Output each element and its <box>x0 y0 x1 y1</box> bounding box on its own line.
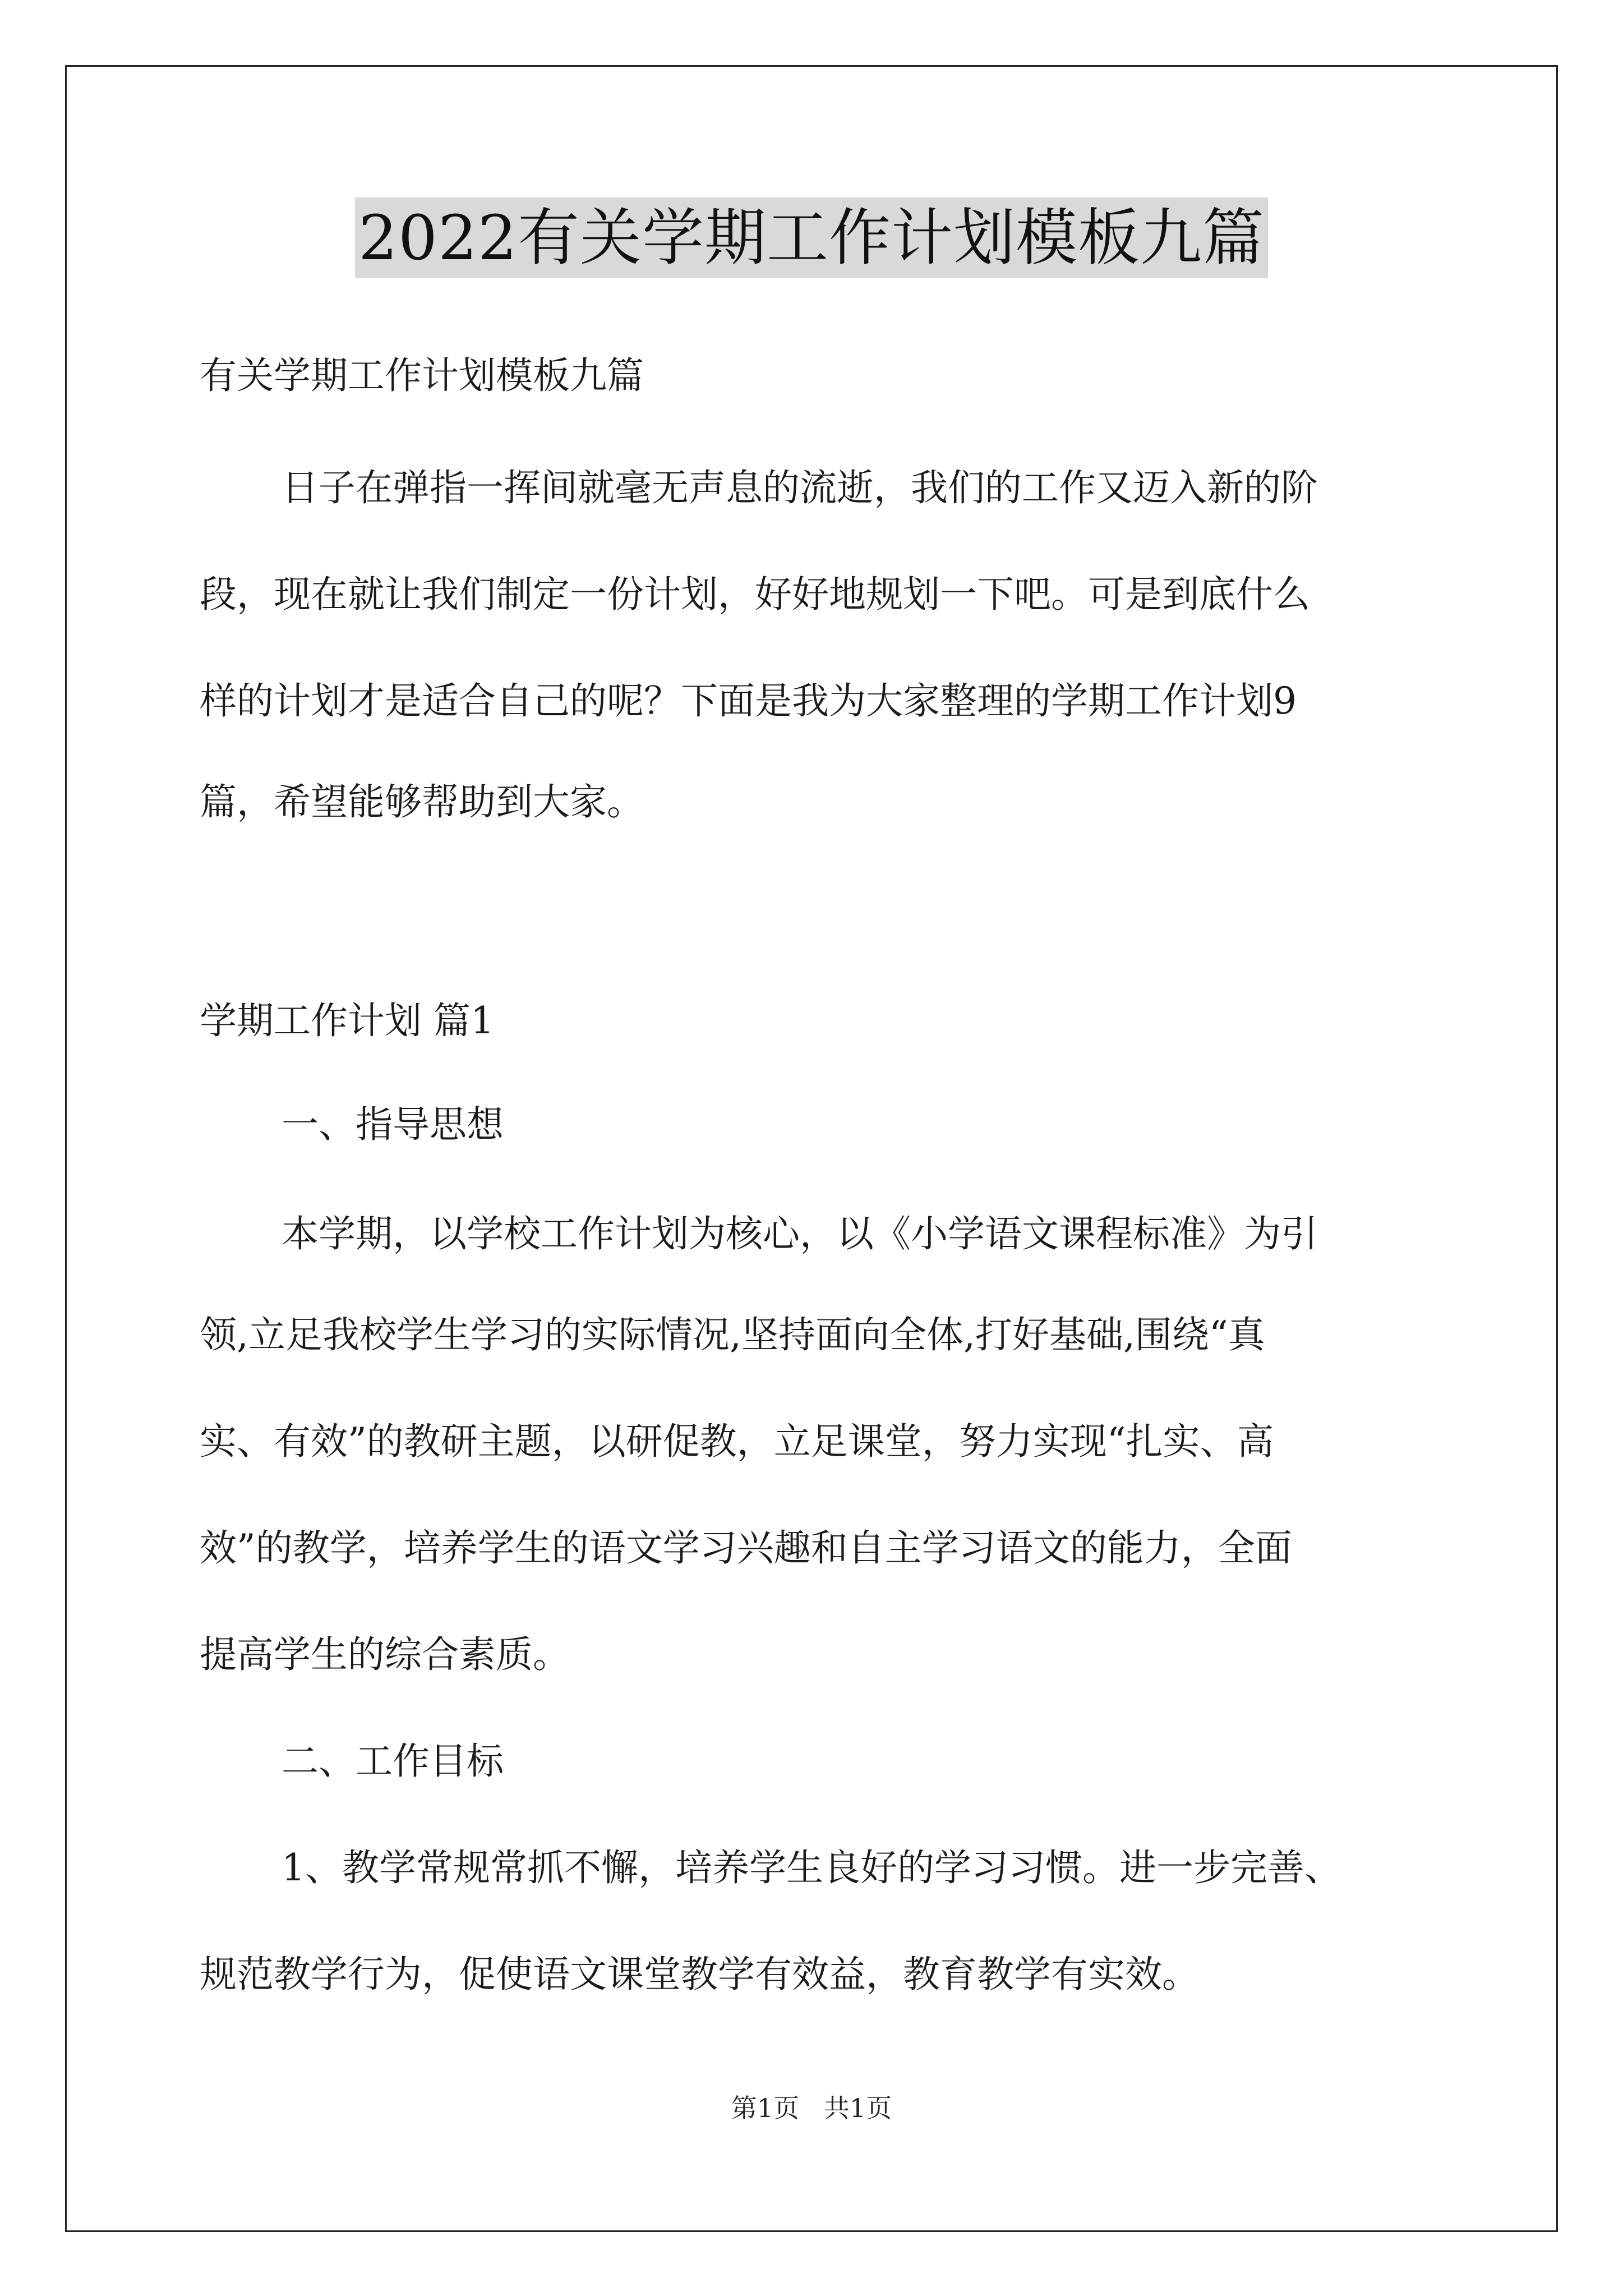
paragraph-line: 样的计划才是适合自己的呢？下面是我为大家整理的学期工作计划9 <box>200 679 1297 723</box>
section-heading: 学期工作计划 篇1 <box>200 999 494 1042</box>
paragraph-line: 本学期，以学校工作计划为核心，以《小学语文课程标准》为引 <box>282 1212 1318 1255</box>
paragraph-line: 提高学生的综合素质。 <box>200 1633 570 1676</box>
paragraph-line: 规范教学行为，促使语文课堂教学有效益，教育教学有实效。 <box>200 1953 1199 1996</box>
subsection-heading: 一、指导思想 <box>282 1103 504 1146</box>
subsection-heading: 二、工作目标 <box>282 1740 504 1783</box>
paragraph-line: 1、教学常规常抓不懈，培养学生良好的学习习惯。进一步完善、 <box>282 1846 1341 1889</box>
paragraph-line: 效”的教学，培养学生的语文学习兴趣和自主学习语文的能力，全面 <box>200 1526 1292 1570</box>
paragraph-line: 篇，希望能够帮助到大家。 <box>200 780 644 823</box>
title-container <box>0 197 1623 278</box>
page-footer: 第1页 共1页 <box>731 2093 892 2123</box>
subtitle-line: 有关学期工作计划模板九篇 <box>200 354 644 397</box>
paragraph-line: 日子在弹指一挥间就毫无声息的流逝，我们的工作又迈入新的阶 <box>282 466 1318 509</box>
paragraph-line: 段，现在就让我们制定一份计划，好好地规划一下吧。可是到底什么 <box>200 573 1310 616</box>
paragraph-line: 实、有效”的教研主题，以研促教，立足课堂，努力实现“扎实、高 <box>200 1420 1274 1463</box>
paragraph-line: 领,立足我校学生学习的实际情况,坚持面向全体,打好基础,围绕“真 <box>200 1313 1265 1356</box>
document-title: 2022有关学期工作计划模板九篇 <box>355 197 1268 278</box>
